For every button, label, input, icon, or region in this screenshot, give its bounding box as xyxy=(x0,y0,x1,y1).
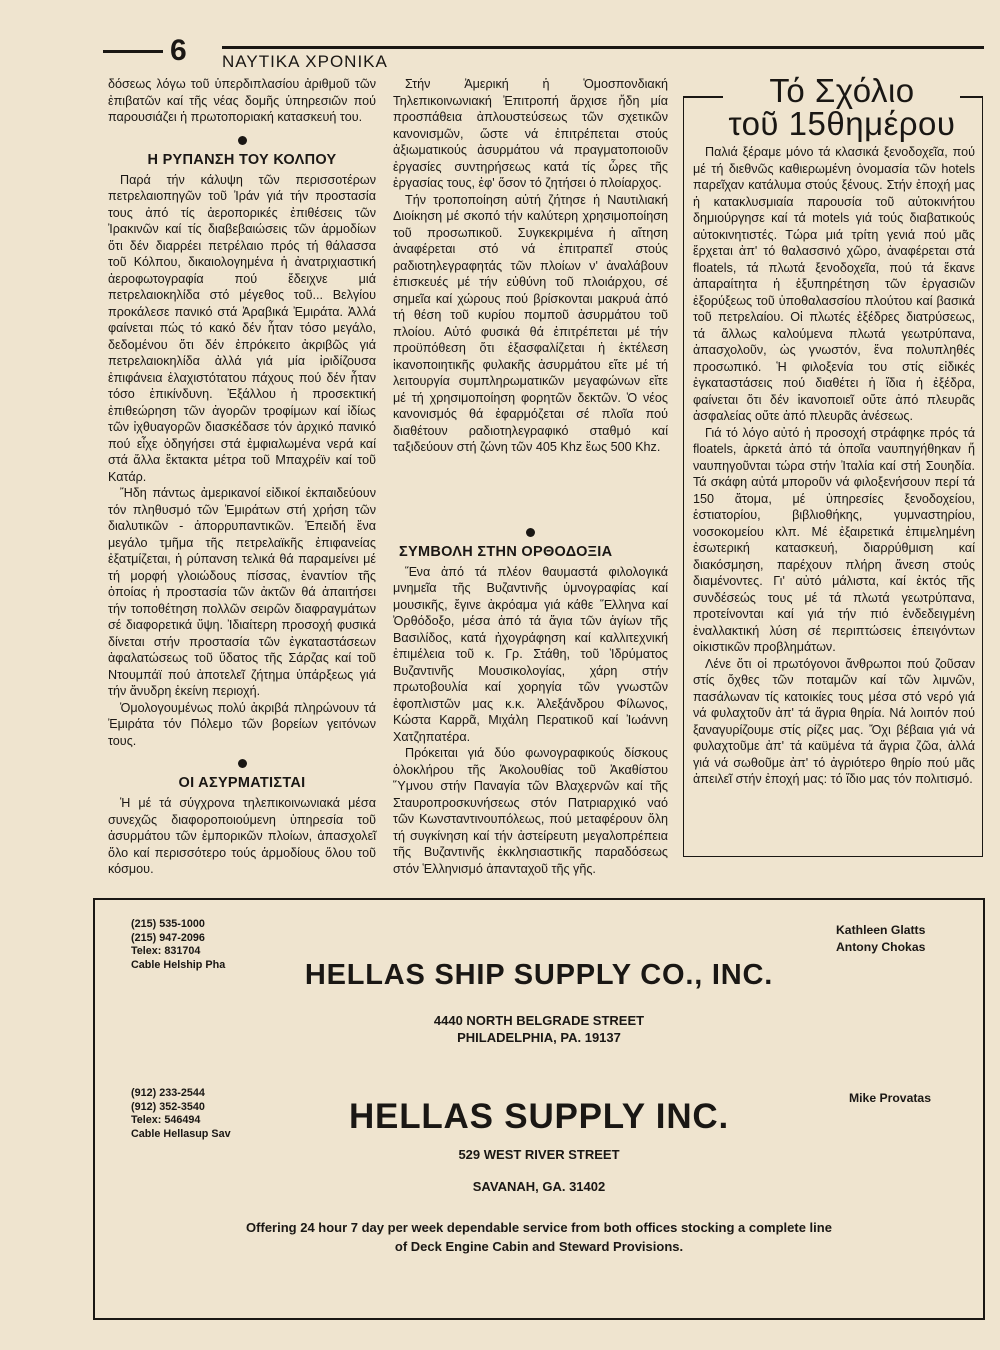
company2-name: HELLAS SUPPLY INC. xyxy=(348,1097,730,1136)
section-bullet-icon xyxy=(526,528,535,537)
page-number: 6 xyxy=(170,34,187,67)
offer-line-2: of Deck Engine Cabin and Steward Provisions. xyxy=(394,1239,684,1254)
header-rule-left xyxy=(103,50,163,53)
column-right xyxy=(693,144,975,788)
company1-contacts xyxy=(836,922,925,956)
company1-phone: (215) 535-1000 xyxy=(131,918,205,930)
commentary-title-line2: τοῦ 15θημέρου xyxy=(728,105,956,142)
publication-name: ΝΑΥΤΙΚΑ ΧΡΟΝΙΚΑ xyxy=(222,52,388,71)
company2-phone: (912) 352-3540 xyxy=(131,1100,205,1113)
orthodoxy-paragraph-1: Ἕνα ἀπό τά πλέον θαυμαστά φιλολογικά μνημεῖα τῆς Βυζαντινῆς ὑμνογραφίας καί μουσικῆς, ἔγινε ἀκρόαμα γιά κάθε Ἕλληνα καί Ὀρθόδοξο, μέσα ἀπό τά ἅγια τῶν ἁγίων τῆς Βασιλίδος, κατά ἠχογράφηση καί καλλιτεχνική ἐπιμέλεια τοῦ κ. Γρ. Στάθη, τοῦ Ἱδρύματος Βυζαντινῆς Μουσικολογίας, χάρη στήν πρωτοβουλία καί χορηγία τῶν γνωστῶν ἐφοπλιστῶν μας κ.κ. Ἀλεξάνδρου Φίλωνος, Κώστα Καρρᾶ, Μιχάλη Περατικοῦ καί Ἰωάννη Χατζηπατέρα. xyxy=(393,564,668,744)
radio-paragraph-1: Ἡ μέ τά σύγχρονα τηλεπικοινωνιακά μέσα συνεχῶς διαφοροποιούμενη ὑπηρεσία τοῦ ἀσυρμάτου τῶν ἐμπορικῶν πλοίων, ἀπασχολεῖ ὅλο καί περισσότερο τούς ἁρμοδίους ὅλου τοῦ κόσμου. xyxy=(108,796,376,876)
company1-telex: Telex: 831704 xyxy=(131,945,201,957)
contact-name: Kathleen Glatts xyxy=(836,923,926,937)
pollution-paragraph-2: Ἤδη πάντως ἀμερικανοί εἰδικοί ἐκπαιδεύουν τόν πληθυσμό τῶν Ἐμιράτων στή χρήση τῶν διαλυτικῶν - ἀπορρυπαντικῶν. Ἐπειδή ἕνα μεγάλο τμῆμα τῆς πετρελαϊκῆς ἐπιφανείας ἐξατμίζεται, ἡ ρύπανση τελικά θά παραμείνει μέ τή μορφή γλοιώδους πίσσας, ἐναντίον τῆς ὁποίας ἡ προστασία τῶν ἀκτῶν θά ἀπαιτήσει τήν τοποθέτηση πολλῶν σειρῶν διαφραγμάτων σέ διαφορετικά ὕψη. Ἰδιαίτερη προσοχή φυσικά δίνεται στήν προστασία τῶν ἐγκαταστάσεων ἀφαλατώσεως τοῦ ὕδατος τῆς Σάρζας καί τοῦ Ντουμπάϊ πού ἀποτελεῖ ζήτημα ὑπάρξεως γιά τήν ἄνυδρη ἐκείνη περιοχή. xyxy=(108,486,376,698)
commentary-title-line1: Τό Σχόλιο xyxy=(769,72,915,109)
company1-name: HELLAS SHIP SUPPLY CO., INC. xyxy=(304,959,774,991)
pollution-paragraph-3: Ὁμολογουμένως πολύ ἀκριβά πληρώνουν τά Ἐμιράτα τόν Πόλεμο τῶν βορείων γειτόνων τους. xyxy=(108,700,376,748)
commentary-paragraph-2: Γιά τό λόγο αὐτό ἡ προσοχή στράφηκε πρός τά floatels, ἀρκετά ἀπό τά ὁποῖα ναυπηγήθηκαν ἤ ναυπηγοῦνται τώρα στήν Ἰταλία καί στή Σουηδία. Τά σκάφη αὐτά μποροῦν νά φιλοξενήσουν περί τά 150 ἄτομα, μέ ὑπηρεσίες ξενοδοχείου, ἑστιατορίου, βιβλιοθήκης, γυμναστηρίου, νοσοκομείου κλπ. Μέ ἐξαιρετικά ἐπιμελημένη ἐσωτερική κατασκευή, διαρρύθμιση καί διακόσμηση, παρέχουν πλήρη ἄνεση στούς διαμένοντες. Γι' αὐτό μάλιστα, καί ἐκτός τῆς συνδέσεώς τους μέ τά πλωτά γεωτρύπανα, προτείνονται καί γιά τήν πιό ἐνδεδειγμένη ἐναλλακτική λύση σέ περιπτώσεις ἐπειγόντων οἰκιστικῶν προβλημάτων. xyxy=(693,425,975,654)
pollution-paragraph-1: Παρά τήν κάλυψη τῶν περισσοτέρων πετρελαιοπηγῶν τοῦ Ἰράν γιά τήν προστασία τους ἀπό τίς ἀεροπορικές ἐπιθέσεις τῶν Ἰρακινῶν καί τίς διαβεβαιώσεις τῶν ἁρμοδίων ὅτι δέν διαρρέει πετρέλαιο πρός τή θάλασσα τοῦ Κόλπου, δικαιολογημένα ἡ ἀνατριχιαστική ἀεροφωτογραφία πού ἔδειχνε μιά πετρελαιοκηλίδα στό μέγεθος τοῦ... Βελγίου προκάλεσε πανικό στά Ἀραβικά Ἐμιράτα. Ἀλλά φαίνεται πώς τό κακό δέν ἦταν τόσο μεγάλο, δεδομένου ὅτι δέν ἐπρόκειτο ἀκριβῶς γιά πετρελαιοκηλίδα ἀλλά γιά μία ἰριδίζουσα ἐπιφάνεια ἐλαχιστότατου πάχους πού δέν ἦταν τόσο ἐπικίνδυνη. Ἐξάλλου ἡ προσεκτική ἐπιθεώρηση τῶν ἀγορῶν τροφίμων καί ἰδίως τῶν ἰχθυαγορῶν διασκέδασε τόν ἀρχικό πανικό πού εἶχε ὁδηγήσει στά ἐμφιαλωμένα νερά καί στά ἄλλα ἔκτακτα μέτρα τοῦ Μπαχρέϊν καί τοῦ Κατάρ. xyxy=(108,172,376,484)
col1-intro: δόσεως λόγω τοῦ ὑπερδιπλασίου ἀριθμοῦ τῶν ἐπιβατῶν καί τῆς νέας δομῆς ὑπηρεσιῶν πού παρουσιάζει ἡ πρωτοποριακή κατασκευή του. xyxy=(108,77,376,124)
company1-city: PHILADELPHIA, PA. 19137 xyxy=(457,1030,621,1045)
company2-telex: Telex: 546494 xyxy=(131,1114,201,1126)
column-middle xyxy=(393,76,668,877)
radio-paragraph-2: Στήν Ἀμερική ἡ Ὁμοσπονδιακή Τηλεπικοινωνιακή Ἐπιτροπή ἄρχισε ἤδη μία προσπάθεια ἀπλουστεύσεως τῶν σχετικῶν κανονισμῶν, ὥστε νά ἐπιτρέπεται στούς ἀξιωματικούς ἀσυρμάτου νά πραγματοποιοῦν ἐργασίες συντηρήσεως κατά τίς ὧρες τῆς ἐργασίας τους, ἐφ' ὅσον τό ζητήσει ὁ πλοίαρχος. xyxy=(393,77,668,190)
company1-street: 4440 NORTH BELGRADE STREET xyxy=(433,1013,645,1028)
company2-city: SAVANAH, GA. 31402 xyxy=(472,1179,606,1194)
section-title-pollution: Η ΡΥΠΑΝΣΗ ΤΟΥ ΚΟΛΠΟΥ xyxy=(147,151,337,168)
company1-cable: Cable Helship Pha xyxy=(131,958,226,971)
company2-cable: Cable Hellasup Sav xyxy=(131,1127,231,1140)
commentary-paragraph-3: Λένε ὅτι οἱ πρωτόγονοι ἄνθρωποι πού ζοῦσαν στίς ὄχθες τῶν ποταμῶν καί τῶν λιμνῶν, πασάλωναν τίς κατοικίες τους μέσα στό νερό γιά νά φυλαχτοῦν ἀπ' τά ἄγρια θηρία. Νά λοιπόν πού ξαναγυρίζουμε στίς ρίζες μας. Ὄχι βέβαια γιά νά φυλαχτοῦμε ἀπ' τά καϋμένα τά ἄγρια ζῶα, ἀλλά γιά νά σωθοῦμε ἀπ' τό ἀγριότερο θηρίο πού μᾶς ἀπειλεῖ στήν ἐποχή μας: τό ἴδιο μας τόν πολιτισμό. xyxy=(693,656,975,786)
header-rule-right xyxy=(222,46,984,49)
commentary-title xyxy=(726,74,958,140)
section-bullet-icon xyxy=(238,136,247,145)
offer-line-1: Offering 24 hour 7 day per week dependable service from both offices stocking a complete line xyxy=(246,1220,832,1235)
commentary-box-top-rule xyxy=(960,96,983,98)
commentary-box-top-rule xyxy=(683,96,723,98)
column-left xyxy=(108,76,376,878)
commentary-paragraph-1: Παλιά ξέραμε μόνο τά κλασικά ξενοδοχεῖα, πού μέ τή διεθνῶς καθιερωμένη ὀνομασία τῶν hotels παρεῖχαν κατάλυμα στούς ξένους. Στήν ἐποχή μας ἡ κατακλυσμιαία παρουσία τοῦ αὐτοκινήτου δημιούργησε καί τά motels γιά τούς διαβατικούς αὐτοκινητιστές. Τώρα μιά τρίτη γενιά πού μᾶς ἔρχεται ἀπ' τό θαλασσινό χῶρο, ἀναφέρεται στά floatels, τά πλωτά ξενοδοχεῖα, πού τά ἔκανε ἀπαραίτητα ἡ ἐξυπηρέτηση τῶν ἐργασιῶν ἐξορύξεως τοῦ ὑποθαλασσίου πλούτου καί βασικά τοῦ πετρελαίου. Οἱ πλωτές ἐξέδρες διατρύσεως, τά ἄλλως καλούμενα πλωτά γεωτρύπανα, ἀπασχολοῦν, ὡς γνωστόν, ἕνα πολυπληθές προσωπικό. Ἡ φιλοξενία του στίς εἰδικές ἐγκαταστάσεις πού διαθέτει ἡ ἴδια ἡ ἐξέδρα, φαίνεται ὅτι δέν ἱκανοποιεῖ οὔτε ἀπό πλευρᾶς ἀσφαλείας οὔτε ἀπό πλευρᾶς ἀνέσεως. xyxy=(693,145,975,423)
orthodoxy-paragraph-2: Πρόκειται γιά δύο φωνογραφικούς δίσκους ὁλοκλήρου τῆς Ἀκολουθίας τοῦ Ἀκαθίστου Ὕμνου στήν Παναγία τῶν Βλαχερνῶν καί τῆς Σταυροπροσκυνήσεως στόν Πατριαρχικό ναό τῶν Κωνσταντινουπόλεως, πού μεταφέρουν ὅλη τή συγκίνηση καί τήν ἀστείρευτη μεγαλοπρέπεια τῆς Βυζαντινῆς ἐκκλησιαστικῆς παραδόσεως στόν Ἑλληνισμό ἀπανταχοῦ τῆς γῆς. xyxy=(393,746,668,876)
section-bullet-icon xyxy=(238,759,247,768)
contact-name: Mike Provatas xyxy=(849,1091,931,1105)
company1-phone: (215) 947-2096 xyxy=(131,931,205,944)
section-title-radio-officers: ΟΙ ΑΣΥΡΜΑΤΙΣΤΑΙ xyxy=(178,775,306,791)
advertisement-hellas-supply xyxy=(93,898,985,1320)
company2-phone: (912) 233-2544 xyxy=(131,1087,205,1099)
radio-paragraph-3: Τήν τροποποίηση αὐτή ζήτησε ἡ Ναυτιλιακή Διοίκηση μέ σκοπό τήν καλύτερη χρησιμοποίηση τοῦ προσωπικοῦ. Συγκεκριμένα ἡ αἴτηση ἀναφέρεται στό νά ἐπιτραπεῖ στούς ραδιοτηλεγραφητάς τῶν πλοίων ν' ἀναλάβουν ἐπισκευές μέ τήν εὐθύνη τοῦ πλοιάρχου, σέ σημεῖα καί χώρους πού βρίσκονται μακρυά ἀπό τή θέση τοῦ κυρίου πομποῦ ἀσυρμάτου τοῦ πλοίου. Αὐτό φυσικά θά ἐπιτρέπεται μέ τήν προϋπόθεση ὅτι ἐξασφαλίζεται ἡ ἐκτέλεση ἱκανοποιητικῆς φυλακῆς ἀσυρμάτου εἴτε μέ τή λειτουργία συμπληρωματικῶν μεγαφώνων εἴτε μέ τή χρησιμοποίηση φορητῶν δεκτῶν. Ὁ νέος κανονισμός θά ἐφαρμόζεται σέ πλοῖα πού διαθέτουν ραδιοτηλεγραφικό σταθμό καί ταξιδεύουν στή ζώνη τῶν 405 Khz ἕως 500 Khz. xyxy=(393,192,668,454)
section-title-orthodoxy: ΣΥΜΒΟΛΗ ΣΤΗΝ ΟΡΘΟΔΟΞΙΑ xyxy=(399,543,613,560)
contact-name: Antony Chokas xyxy=(836,940,926,954)
company2-street: 529 WEST RIVER STREET xyxy=(458,1147,620,1162)
